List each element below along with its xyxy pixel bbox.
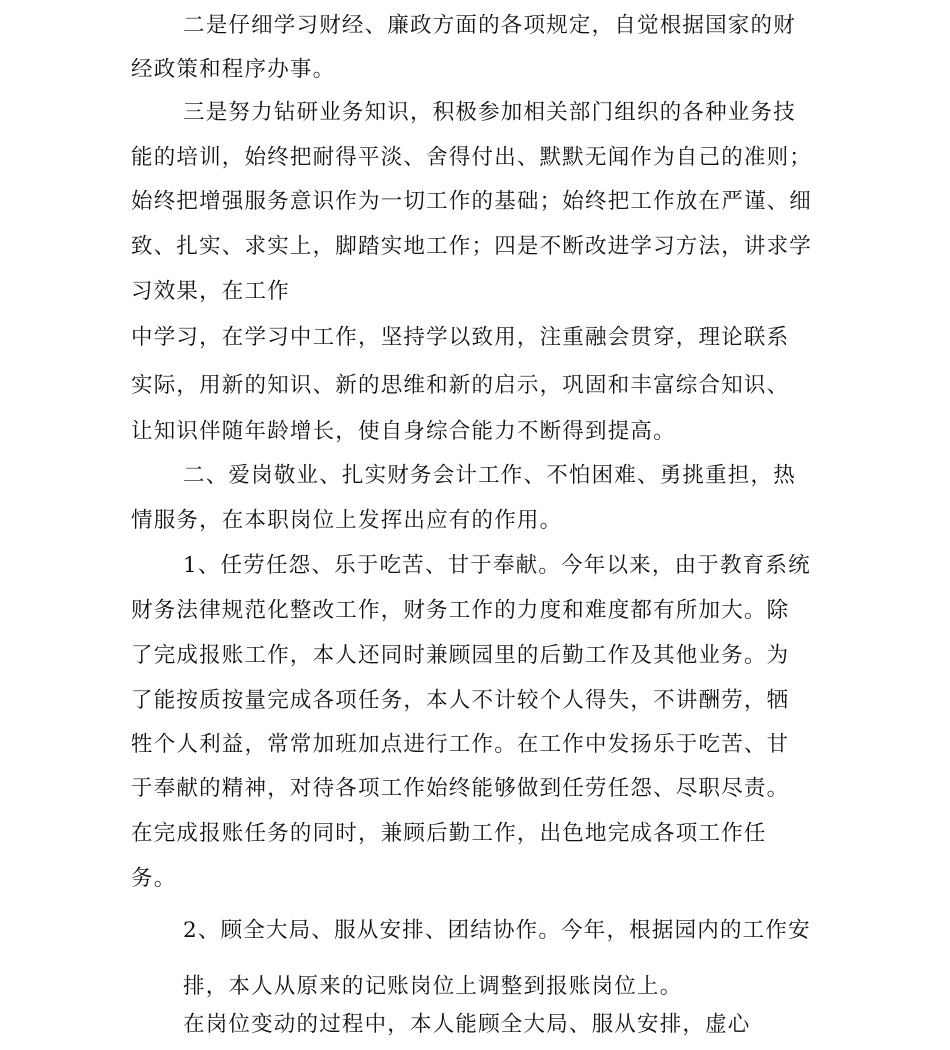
text-line: 实际，用新的知识、新的思维和新的启示，巩固和丰富综合知识、 <box>131 373 790 398</box>
text-line: 始终把增强服务意识作为一切工作的基础；始终把工作放在严谨、细 <box>131 189 813 214</box>
text-line: 2、顾全大局、服从安排、团结协作。今年，根据园内的工作安 <box>183 918 811 943</box>
text-line: 二、爱岗敬业、扎实财务会计工作、不怕困难、勇挑重担，热 <box>183 463 796 488</box>
text-line: 二是仔细学习财经、廉政方面的各项规定，自觉根据国家的财 <box>183 13 796 38</box>
text-line: 让知识伴随年龄增长，使自身综合能力不断得到提高。 <box>131 419 676 444</box>
text-line: 在岗位变动的过程中，本人能顾全大局、服从安排，虚心 <box>183 1012 751 1037</box>
text-line: 中学习，在学习中工作，坚持学以致用，注重融会贯穿，理论联系 <box>131 325 790 350</box>
text-line: 情服务，在本职岗位上发挥出应有的作用。 <box>131 508 563 533</box>
text-line: 了完成报账工作，本人还同时兼顾园里的后勤工作及其他业务。为 <box>131 643 790 668</box>
text-line: 财务法律规范化整改工作，财务工作的力度和难度都有所加大。除 <box>131 598 790 623</box>
text-line: 牲个人利益，常常加班加点进行工作。在工作中发扬乐于吃苦、甘 <box>131 732 790 757</box>
text-line: 务。 <box>131 866 177 891</box>
text-line: 在完成报账任务的同时，兼顾后勤工作，出色地完成各项工作任 <box>131 821 767 846</box>
text-line: 能的培训，始终把耐得平淡、舍得付出、默默无闻作为自己的准则； <box>131 145 813 170</box>
text-line: 1、任劳任怨、乐于吃苦、甘于奉献。今年以来，由于教育系统 <box>183 553 811 578</box>
text-line: 于奉献的精神，对待各项工作始终能够做到任劳任怨、尽职尽责。 <box>131 776 790 801</box>
text-line: 致、扎实、求实上，脚踏实地工作；四是不断改进学习方法，讲求学 <box>131 234 813 259</box>
text-line: 了能按质按量完成各项任务，本人不计较个人得失，不讲酬劳，牺 <box>131 688 790 713</box>
text-line: 三是努力钻研业务知识，积极参加相关部门组织的各种业务技 <box>183 100 796 125</box>
text-line: 排，本人从原来的记账岗位上调整到报账岗位上。 <box>183 974 683 999</box>
text-line: 习效果，在工作 <box>131 279 290 304</box>
text-line: 经政策和程序办事。 <box>131 57 336 82</box>
